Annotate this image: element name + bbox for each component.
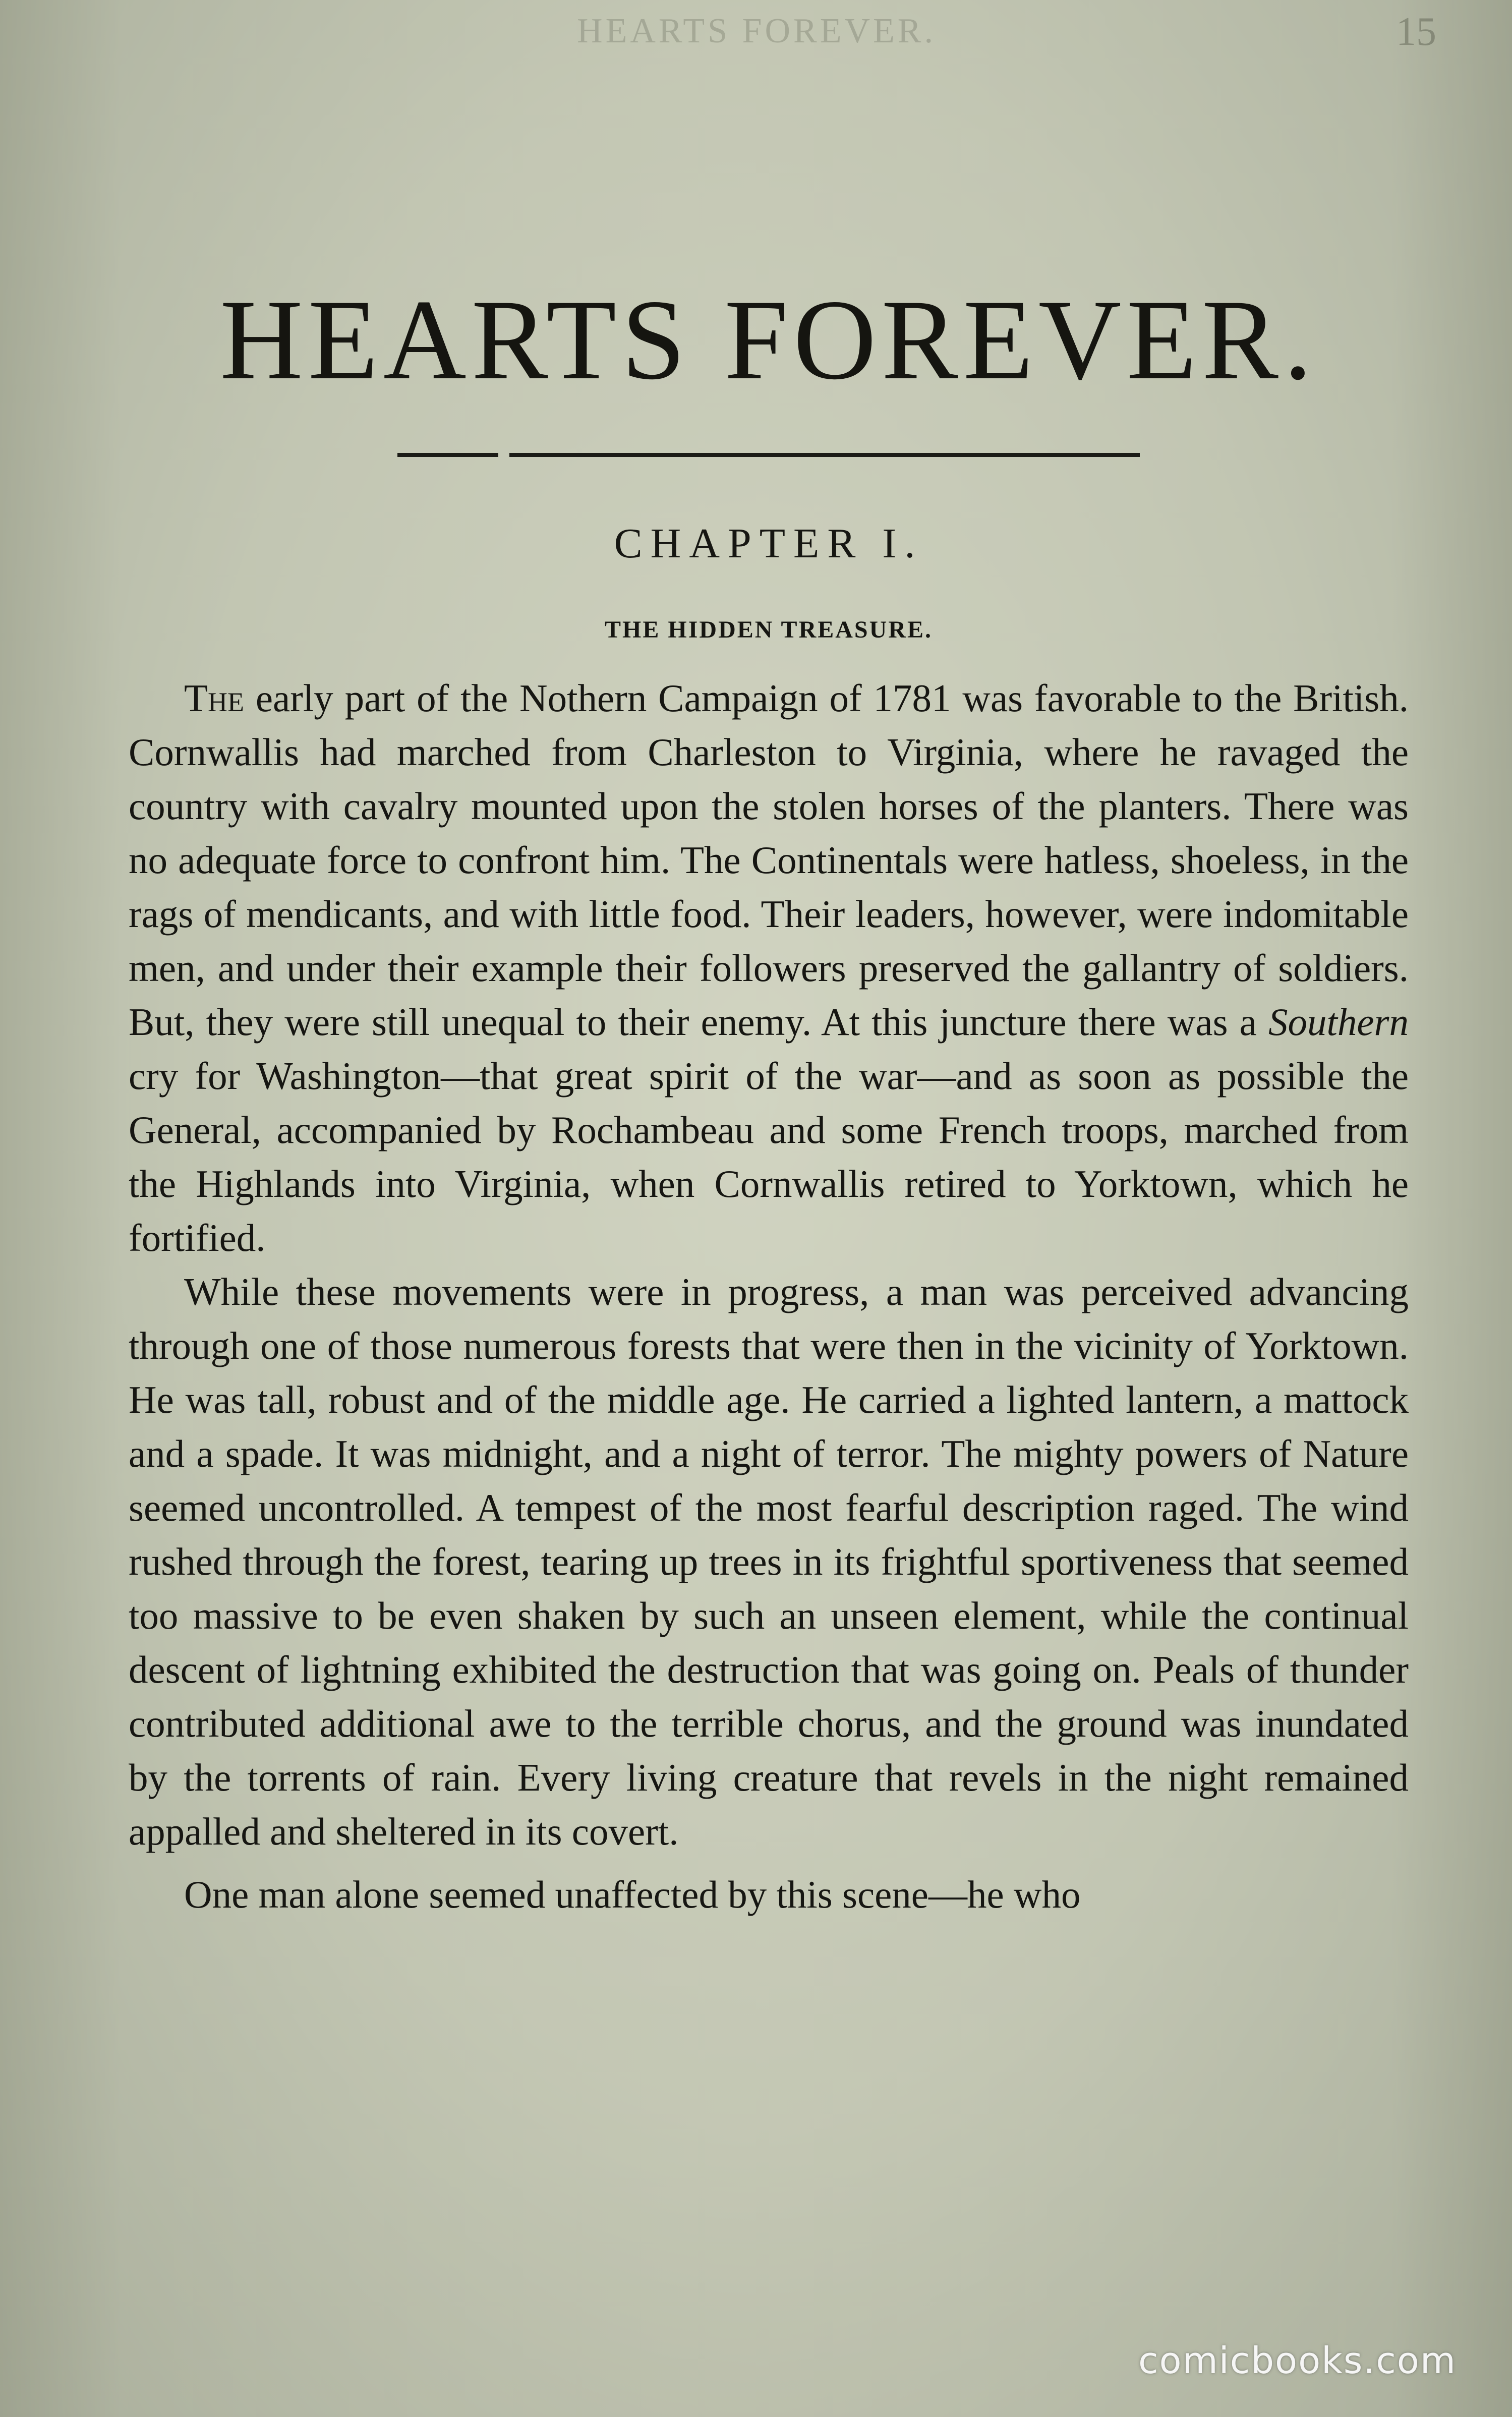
paragraph-3: One man alone seemed unaffected by this scene—he who bbox=[184, 1873, 1081, 1916]
page-number: 15 bbox=[1396, 10, 1436, 54]
paragraph-1 bbox=[129, 671, 1409, 1265]
chapter-body bbox=[129, 671, 1409, 1922]
paragraph-1-text: early part of the Nothern Campaign of 1781 was favorable to the British. Cornwallis had marched from Charleston to Virginia, where he ravaged the country with cavalry mounted upon the stolen horses of the planters. There was no adequate force to confront him. The Continentals were hatless, shoeless, in the rags of mendicants, and with little food. Their leaders, however, were indomitable men, and under their example their followers preserved the gallantry of soldiers. But, they were still unequal to their enemy. At this juncture there was a bbox=[129, 676, 1409, 1044]
paragraph-1-lead: The bbox=[184, 676, 245, 720]
watermark: comicbooks.com bbox=[1138, 2339, 1457, 2382]
book-title: HEARTS FOREVER. bbox=[220, 276, 1317, 404]
rule-segment-long bbox=[509, 453, 1140, 457]
title-rule bbox=[129, 453, 1409, 457]
chapter-subtitle: THE HIDDEN TREASURE. bbox=[605, 616, 933, 643]
chapter-heading: CHAPTER I. bbox=[614, 520, 923, 567]
paragraph-1-emphasis: Southern bbox=[1268, 1000, 1409, 1044]
paragraph-2: While these movements were in progress, a man was perceived advancing through one of those numerous forests that were then in the vicinity of Yorktown. He was tall, robust and of the middle age. He carried a lighted lantern, a mattock and a spade. It was midnight, and a night of terror. The mighty powers of Nature seemed uncontrolled. A tempest of the most fearful description raged. The wind rushed through the forest, tearing up trees in its frightful sportiveness that seemed too massive to be even shaken by such an unseen element, while the continual descent of lightning exhibited the destruction that was going on. Peals of thunder contributed additional awe to the terrible chorus, and the ground was inundated by the torrents of rain. Every living creature that revels in the night remained appalled and sheltered in its covert. bbox=[129, 1270, 1409, 1853]
running-head: HEARTS FOREVER. bbox=[577, 12, 936, 50]
paragraph-1-text-after: cry for Washington—that great spirit of the war—and as soon as possible the General, accompanied by Rochambeau and some French troops, marched from the Highlands into Virginia, when Cornwallis retired to Yorktown, which he fortified. bbox=[129, 1054, 1409, 1259]
rule-segment-short bbox=[397, 453, 498, 457]
